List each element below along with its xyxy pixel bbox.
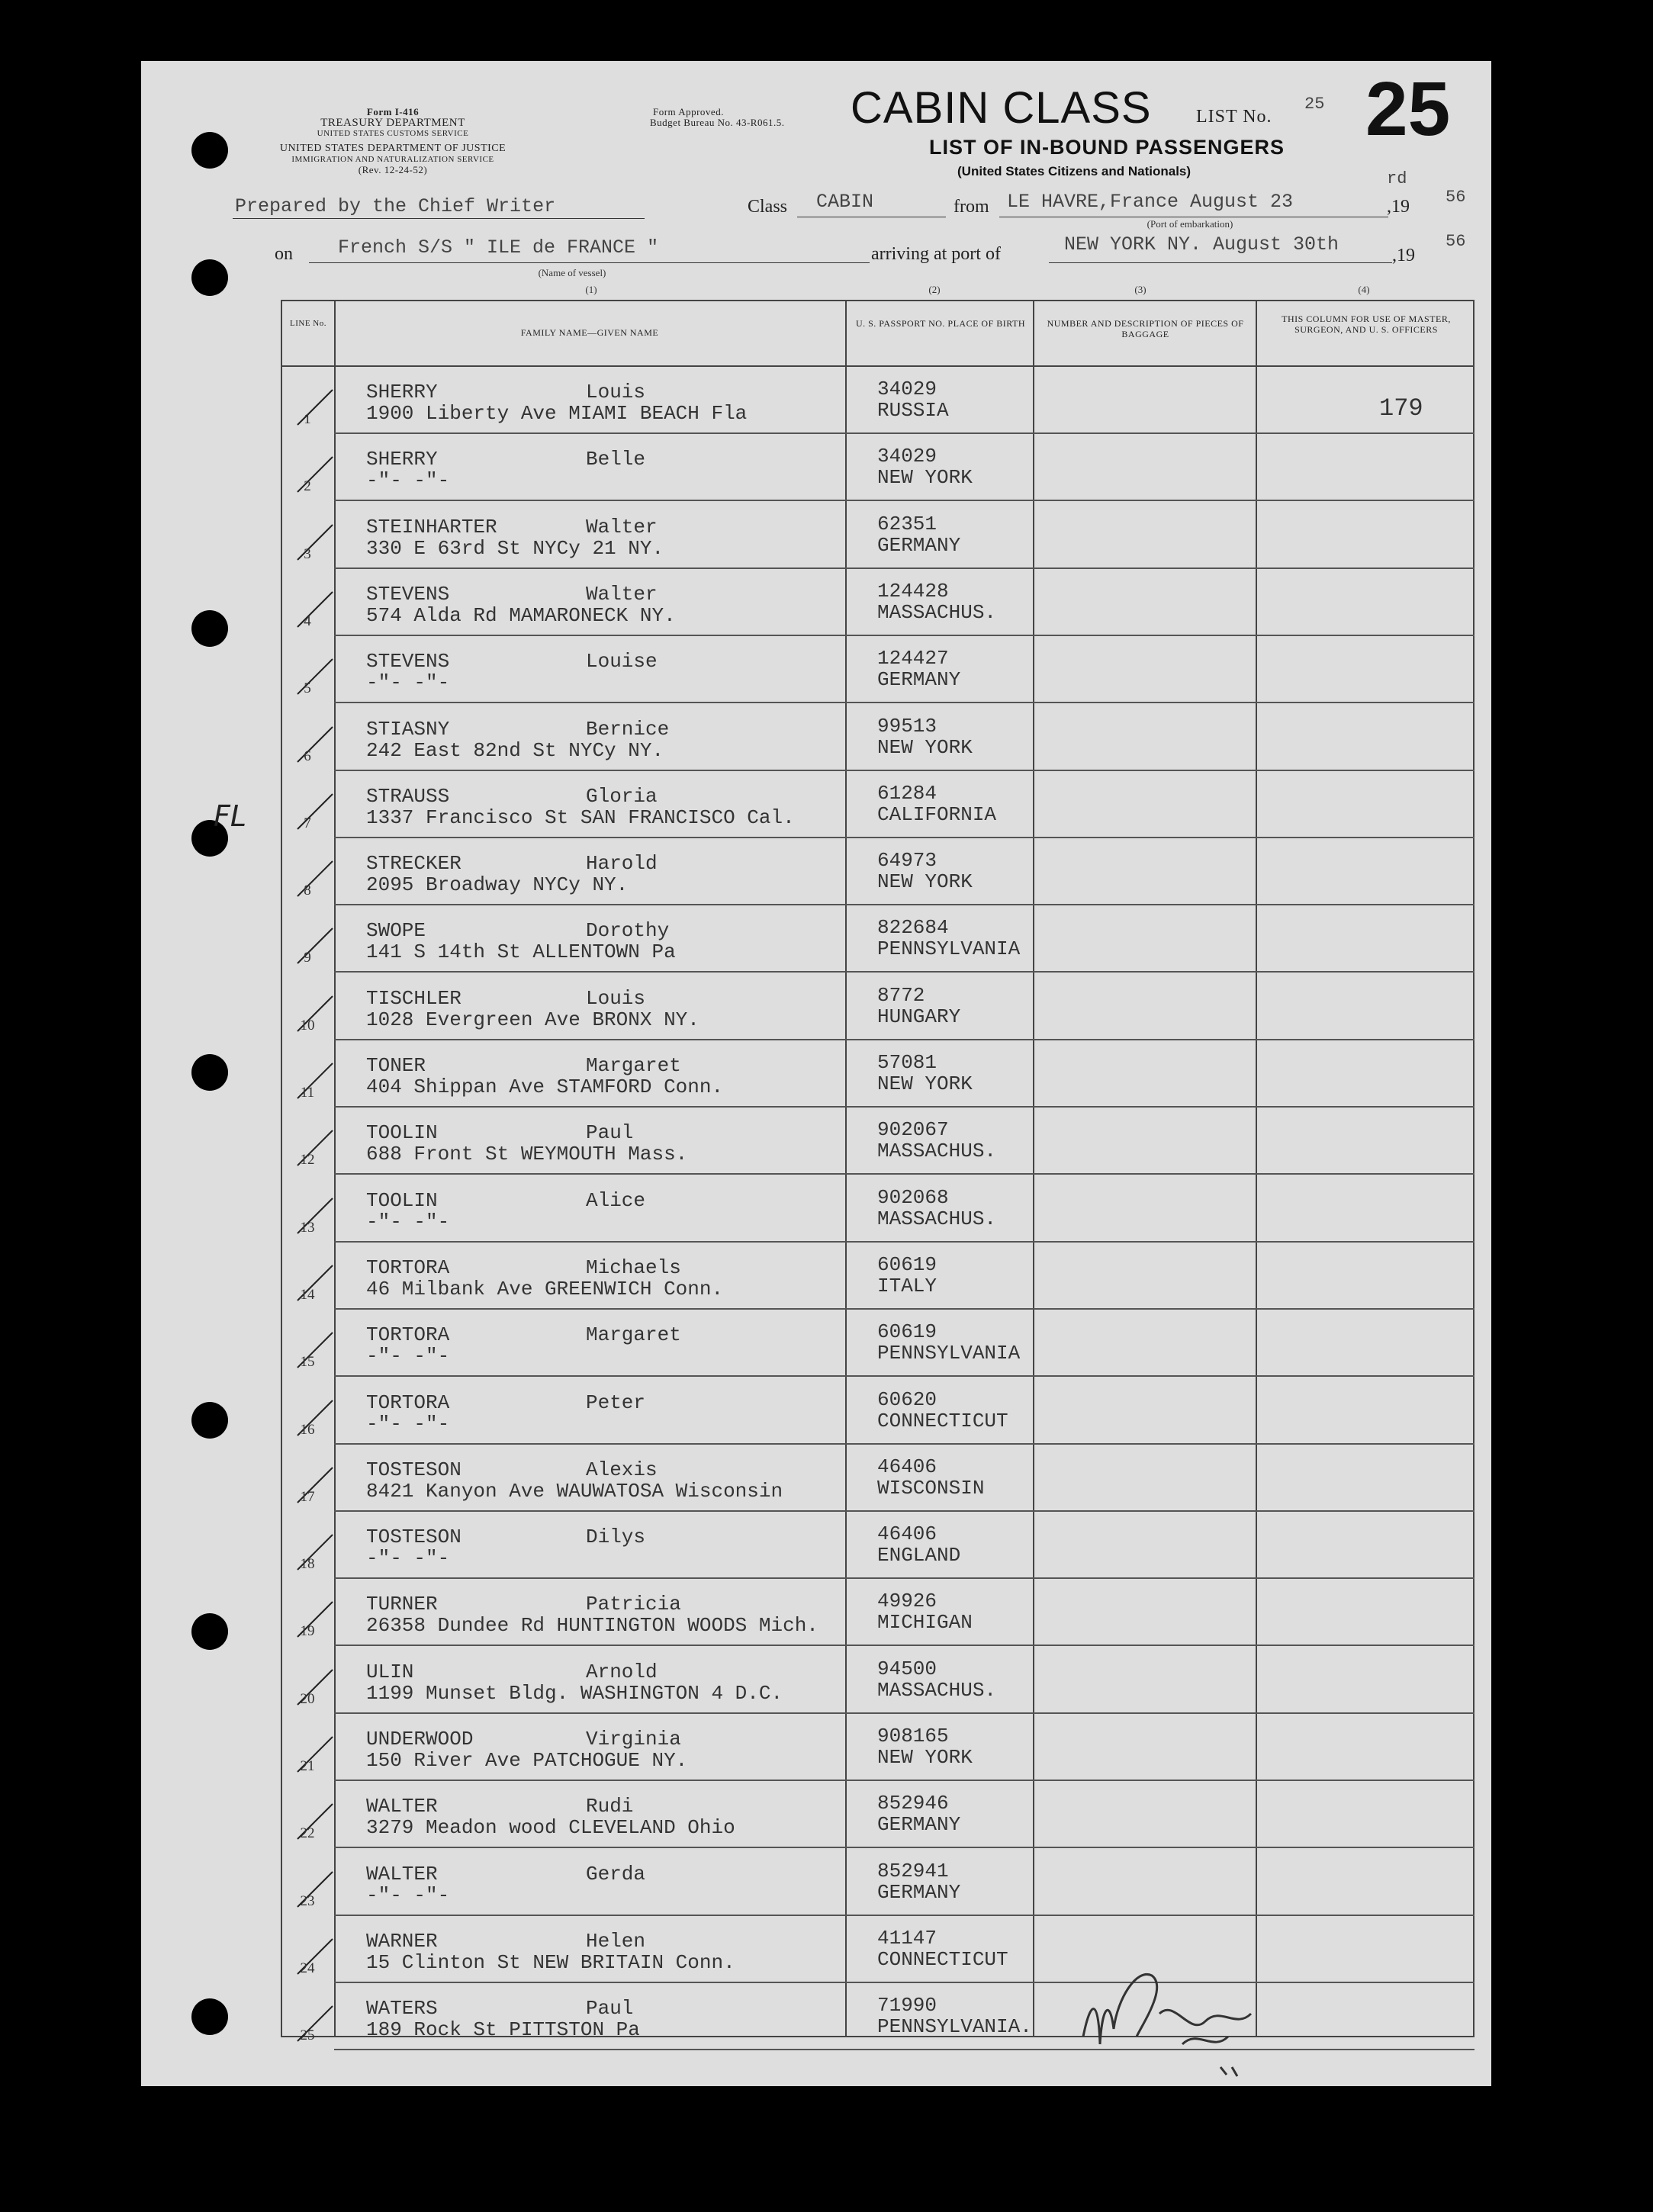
table-row [281,1512,1475,1579]
place-of-birth: CONNECTICUT [877,1409,1008,1432]
table-row [281,1310,1475,1377]
table-row [281,905,1475,973]
place-of-birth: GERMANY [877,1880,961,1904]
line-number: 1 [304,411,311,427]
given-name: Paul [586,1121,634,1145]
passport-number: 60619 [877,1252,937,1276]
family-name: STRECKER [366,852,461,876]
line-number: 16 [300,1421,315,1438]
line-number: 7 [304,815,311,831]
given-name: Alexis [586,1458,658,1481]
list-number-stamp: 25 [1365,66,1451,152]
family-name: TOSTESON [366,1526,461,1549]
place-of-birth: PENNSYLVANIA. [877,2015,1032,2039]
table-row [281,1175,1475,1243]
place-of-birth: MASSACHUS. [877,1678,997,1702]
passport-number: 8772 [877,983,925,1007]
table-row [281,1916,1475,1983]
table-row [281,434,1475,501]
table-row [281,973,1475,1040]
passport-number: 124428 [877,579,949,603]
address: 15 Clinton St NEW BRITAIN Conn. [366,1950,735,1974]
arriving-label: arriving at port of [871,244,1001,264]
address: -"- -"- [366,1547,450,1571]
line-number: 17 [300,1488,315,1505]
punch-hole [191,1998,228,2035]
place-of-birth: PENNSYLVANIA [877,1342,1021,1365]
address: 150 River Ave PATCHOGUE NY. [366,1749,688,1772]
passport-number: 49926 [877,1590,937,1613]
column-marker-4: (4) [1358,284,1370,295]
table-row [281,1378,1475,1445]
place-of-birth: HUNGARY [877,1005,961,1028]
address: -"- -"- [366,671,450,695]
line-number: 24 [300,1960,315,1976]
given-name: Harold [586,852,658,876]
given-name: Helen [586,1929,646,1953]
form-title: CABIN CLASS [851,83,1152,133]
form-header-left [278,107,507,175]
place-of-birth: GERMANY [877,1813,961,1837]
officer-note: 179 [1379,394,1423,423]
family-name: SHERRY [366,381,438,403]
margin-note: FL [214,799,247,833]
passport-number: 71990 [877,1994,937,2017]
form-number: Form I-416 [366,106,420,117]
punch-hole [191,132,228,169]
place-of-birth: NEW YORK [877,1746,973,1769]
line-number: 8 [304,883,311,899]
punch-hole [191,1402,228,1439]
class-label: Class [748,197,788,217]
family-name: SHERRY [366,448,438,471]
address: 3279 Meadon wood CLEVELAND Ohio [366,1816,735,1840]
column-marker-3: (3) [1134,284,1146,295]
address: 1900 Liberty Ave MIAMI BEACH Fla [366,402,748,425]
table-row [281,1781,1475,1848]
given-name: Louise [586,650,658,674]
given-name: Rudi [586,1795,634,1818]
line-number: 9 [304,950,311,966]
family-name: STRAUSS [366,784,450,808]
on-label: on [275,244,293,264]
ins-service: IMMIGRATION AND NATURALIZATION SERVICE [291,155,494,164]
row-divider [334,2049,1475,2050]
place-of-birth: RUSSIA [877,399,949,422]
table-row [281,1714,1475,1781]
given-name: Dorothy [586,919,670,943]
form-revision: (Rev. 12-24-52) [358,164,428,175]
given-name: Belle [586,448,646,471]
table-row [281,1108,1475,1175]
address: 404 Shippan Ave STAMFORD Conn. [366,1075,724,1098]
arriving-port-value: NEW YORK NY. August 30th [1064,233,1339,256]
given-name: Arnold [586,1660,658,1683]
line-number: 4 [304,612,311,629]
table-row [281,636,1475,703]
family-name: TORTORA [366,1323,450,1347]
prepared-by: Prepared by the Chief Writer [235,195,556,217]
place-of-birth: GERMANY [877,533,961,557]
given-name: Peter [586,1391,646,1414]
place-of-birth: GERMANY [877,668,961,692]
table-row [281,1445,1475,1512]
place-of-birth: CONNECTICUT [877,1947,1008,1971]
given-name: Gloria [586,784,658,808]
table-row [281,704,1475,771]
line-number: 3 [304,545,311,562]
passport-number: 852941 [877,1859,949,1882]
given-name: Margaret [586,1054,681,1077]
punch-hole [191,259,228,296]
line-number: 13 [300,1219,315,1236]
vessel-caption: (Name of vessel) [538,267,606,278]
header-line-no: LINE No. [290,319,326,328]
customs-service: UNITED STATES CUSTOMS SERVICE [317,129,469,138]
header-baggage: NUMBER AND DESCRIPTION OF PIECES OF BAGGAGE [1047,318,1244,339]
address: 189 Rock St PITTSTON Pa [366,2018,640,2042]
column-marker-2: (2) [928,284,941,295]
table-row [281,1983,1475,2050]
family-name: SWOPE [366,919,426,943]
address: 242 East 82nd St NYCy NY. [366,738,664,762]
address: 574 Alda Rd MAMARONECK NY. [366,603,676,627]
table-row [281,771,1475,838]
passenger-table [281,300,1475,2044]
place-of-birth: NEW YORK [877,735,973,759]
family-name: STEVENS [366,650,450,674]
passport-number: 61284 [877,781,937,805]
passport-number: 34029 [877,445,937,468]
embark-port-value: LE HAVRE,France August 23 [1007,191,1294,213]
given-name: Gerda [586,1862,646,1886]
table-row [281,838,1475,905]
passport-number: 60620 [877,1387,937,1411]
passport-number: 902067 [877,1118,949,1142]
line-number: 6 [304,748,311,764]
table-row [281,367,1475,434]
table-row [281,1647,1475,1714]
line-number: 25 [300,2027,315,2044]
passport-number: 822684 [877,916,949,940]
arriving-year-prefix: ,19 [1392,246,1415,265]
prepared-underline [233,218,645,219]
passport-number: 41147 [877,1926,937,1950]
passport-number: 94500 [877,1657,937,1680]
table-row [281,1040,1475,1108]
given-name: Virginia [586,1728,681,1751]
address: 26358 Dundee Rd HUNTINGTON WOODS Mich. [366,1614,818,1638]
table-row [281,502,1475,569]
place-of-birth: MASSACHUS. [877,1207,997,1230]
given-name: Bernice [586,717,670,741]
place-of-birth: MASSACHUS. [877,600,997,624]
family-name: TISCHLER [366,986,461,1010]
arriving-year: 56 [1446,232,1466,251]
table-row [281,1579,1475,1646]
line-number: 2 [304,478,311,495]
line-number: 23 [300,1892,315,1909]
address: -"- -"- [366,469,450,493]
address: -"- -"- [366,1883,450,1907]
place-of-birth: ITALY [877,1274,937,1297]
address: -"- -"- [366,1412,450,1436]
given-name: Alice [586,1188,646,1212]
passport-number: 62351 [877,512,937,535]
family-name: ULIN [366,1660,414,1683]
form-approved: Form Approved. [653,106,724,117]
given-name: Louis [586,381,646,403]
given-name: Margaret [586,1323,681,1347]
passport-number: 124427 [877,647,949,670]
justice-dept: UNITED STATES DEPARTMENT OF JUSTICE [279,143,507,154]
line-number: 14 [300,1286,315,1303]
given-name: Walter [586,582,658,606]
given-name: Patricia [586,1593,681,1616]
address: 1337 Francisco St SAN FRANCISCO Cal. [366,805,795,829]
place-of-birth: CALIFORNIA [877,802,997,826]
family-name: TONER [366,1054,426,1077]
place-of-birth: WISCONSIN [877,1476,985,1500]
line-number: 21 [300,1758,315,1774]
place-of-birth: MICHIGAN [877,1611,973,1635]
from-label: from [954,197,989,217]
passport-number: 60619 [877,1320,937,1344]
punch-hole [191,1054,228,1091]
table-row [281,1243,1475,1310]
given-name: Paul [586,1997,634,2021]
family-name: TORTORA [366,1256,450,1279]
address: 8421 Kanyon Ave WAUWATOSA Wisconsin [366,1479,783,1503]
header-name: FAMILY NAME—GIVEN NAME [520,327,659,338]
family-name: UNDERWOOD [366,1728,474,1751]
line-number: 11 [300,1085,315,1101]
place-of-birth: PENNSYLVANIA [877,937,1021,961]
line-number: 20 [300,1690,315,1707]
place-of-birth: NEW YORK [877,1072,973,1095]
treasury-dept: TREASURY DEPARTMENT [320,117,465,129]
family-name: TOOLIN [366,1188,438,1212]
line-number: 15 [300,1354,315,1371]
embark-year: 56 [1446,188,1466,207]
address: 330 E 63rd St NYCy 21 NY. [366,536,664,560]
line-number: 19 [300,1623,315,1640]
budget-bureau: Budget Bureau No. 43-R061.5. [650,117,785,128]
passport-number: 99513 [877,714,937,738]
passport-number: 57081 [877,1051,937,1074]
family-name: STIASNY [366,717,450,741]
passport-number: 908165 [877,1725,949,1747]
vessel-name: French S/S " ILE de FRANCE " [338,236,659,259]
header-passport: U. S. PASSPORT NO. PLACE OF BIRTH [855,318,1026,329]
place-of-birth: NEW YORK [877,870,973,894]
given-name: Walter [586,515,658,539]
class-value: CABIN [816,191,874,213]
form-approval [650,107,848,128]
family-name: WALTER [366,1862,438,1886]
arriving-underline [1049,262,1392,263]
place-of-birth: ENGLAND [877,1544,961,1567]
vessel-underline [309,262,870,263]
passport-number: 64973 [877,849,937,873]
line-number: 12 [300,1152,315,1169]
family-name: TURNER [366,1593,438,1616]
family-name: TORTORA [366,1391,450,1414]
line-number: 10 [300,1017,315,1034]
line-number: 22 [300,1825,315,1842]
passport-number: 46406 [877,1455,937,1478]
embark-year-prefix: ,19 [1387,197,1410,217]
column-marker-1: (1) [585,284,597,295]
place-of-birth: MASSACHUS. [877,1140,997,1163]
family-name: TOOLIN [366,1121,438,1145]
list-number-label: LIST No. [1196,107,1272,127]
address: -"- -"- [366,1210,450,1233]
address: 1199 Munset Bldg. WASHINGTON 4 D.C. [366,1681,783,1705]
form-subtitle-note: (United States Citizens and Nationals) [957,164,1192,178]
embark-date-suffix: rd [1387,169,1407,188]
port-caption: (Port of embarkation) [1146,218,1233,230]
family-name: STEVENS [366,582,450,606]
table-top-border [281,300,1475,301]
list-number-typed: 25 [1304,95,1325,114]
given-name: Dilys [586,1526,646,1549]
table-row [281,1849,1475,1916]
line-number: 5 [304,680,311,697]
address: -"- -"- [366,1345,450,1368]
address: 1028 Evergreen Ave BRONX NY. [366,1008,699,1031]
form-subtitle: LIST OF IN-BOUND PASSENGERS [929,136,1285,159]
passport-number: 46406 [877,1522,937,1546]
family-name: WATERS [366,1997,438,2021]
place-of-birth: NEW YORK [877,466,973,490]
line-number: 18 [300,1556,315,1573]
address: 2095 Broadway NYCy NY. [366,873,629,897]
passport-number: 34029 [877,378,937,400]
passport-number: 852946 [877,1792,949,1815]
header-officers: THIS COLUMN FOR USE OF MASTER, SURGEON, AND U. S. OFFICERS [1282,313,1451,335]
punch-hole [191,1613,228,1650]
table-row [281,569,1475,636]
passport-number: 902068 [877,1185,949,1209]
officer-signature [1068,1953,1282,2082]
punch-hole [191,610,228,647]
family-name: WALTER [366,1795,438,1818]
address: 46 Milbank Ave GREENWICH Conn. [366,1277,724,1301]
family-name: WARNER [366,1929,438,1953]
family-name: STEINHARTER [366,515,497,539]
address: 141 S 14th St ALLENTOWN Pa [366,940,676,964]
given-name: Louis [586,986,646,1010]
given-name: Michaels [586,1256,681,1279]
family-name: TOSTESON [366,1458,461,1481]
address: 688 Front St WEYMOUTH Mass. [366,1143,688,1166]
